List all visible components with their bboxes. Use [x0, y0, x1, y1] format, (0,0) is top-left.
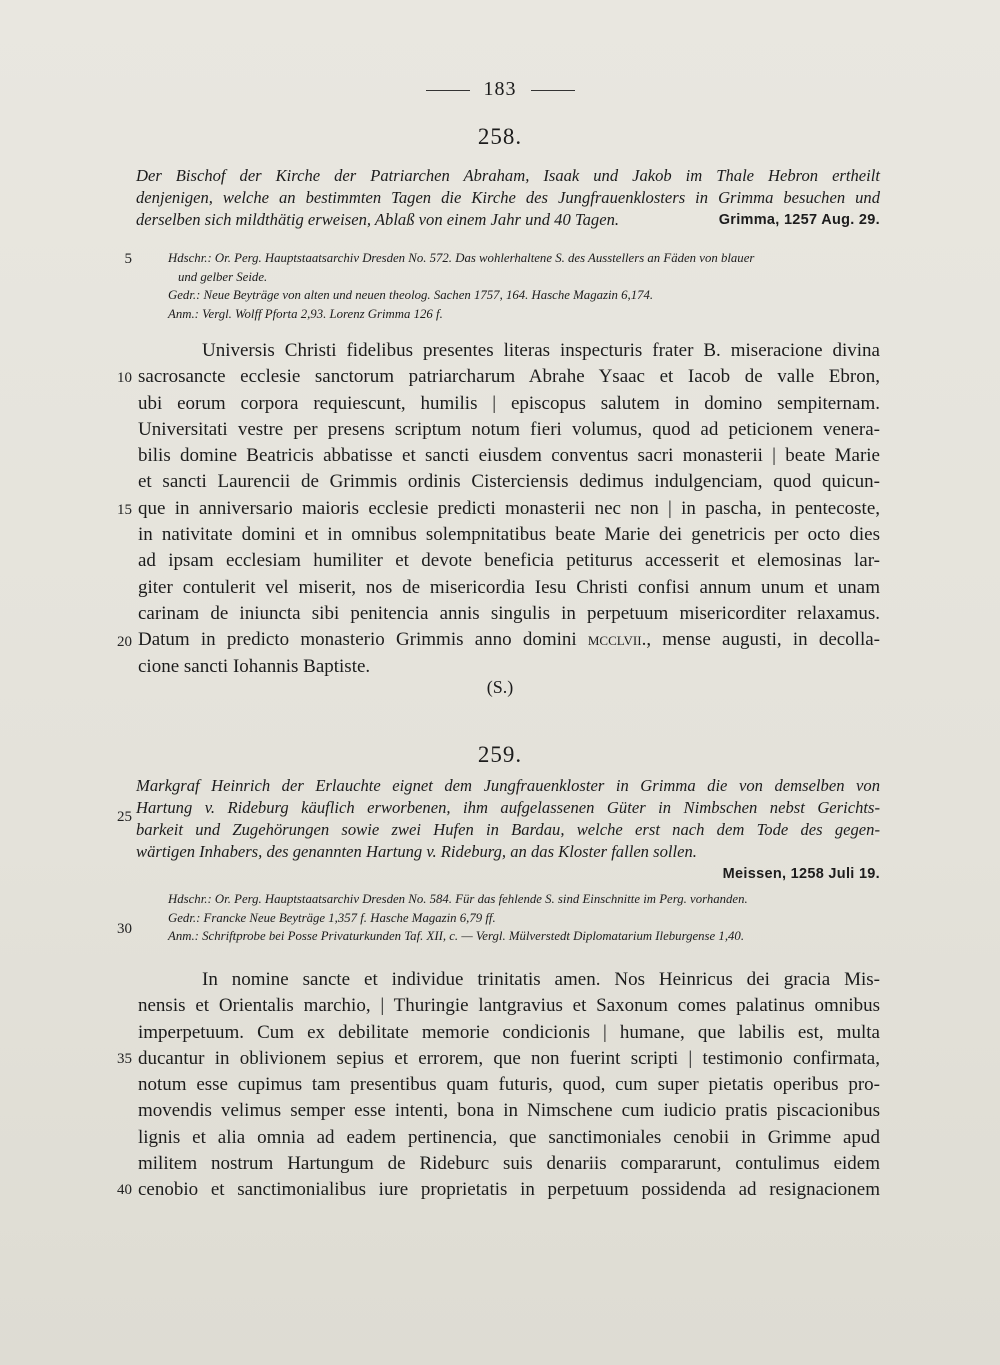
- roman-year: mcclvii.: [587, 629, 647, 651]
- page-number: 183: [0, 78, 1000, 101]
- notes: Hdschr.: Or. Perg. Hauptstaatsarchiv Dresden No. 572. Das wohlerhaltene S. des Ausstellers an Fäden von blauer und gelber Seide. Gedr.: Neue Beyträge von alten und neuen theolog. Sachen 1757, 164. Hasche Magazin 6,174. Anm.: Vergl. Wolff Pforta 2,93. Lorenz Grimma 126 f.: [168, 251, 755, 321]
- document-text: Universis Christi fidelibus presentes literas inspecturis frater B. miseracione divina sacrosancte ecclesie sanctorum patriarcharum Abrahe Ysaac et Iacob de valle Ebron, ubi eorum corpora requiescunt, humilis | episcopus salutem in domino sempiternam. Universitati vestre per presens scriptum notum fieri volumus, quod ad peticionem venera- bilis domine Beatricis abbatisse et sancti eiusdem conventus sacri monasterii | beate Marie et sancti Laurencii de Grimmis ordinis Cisterciensis dedimus indulgenciam, quod quicun- que in anniversario maioris ecclesie predicti monasterii nec non | in pascha, in pentecoste, in nativitate domini et in omnibus solempnitatibus beate Marie dei genetricis per octo dies ad ipsam ecclesiam humiliter et devote beneficia petiturus accesserit et elemosinas lar- giter contulerit vel miserit, nos de misericordia Iesu Christi confisi annum unum et unam carinam de iniuncta sibi penitencia annis singulis in perpetuum misericorditer relaxamus. Datum in predicto monasterio Grimmis anno domini mcclvii., mense augusti, in decolla- cione sancti Iohannis Baptiste.: [138, 340, 880, 677]
- rule-right: [531, 90, 575, 91]
- line-number: 30: [117, 921, 132, 937]
- line-number: 10: [117, 370, 132, 386]
- document-number: 258.: [477, 124, 523, 149]
- line-number: 25: [117, 809, 132, 825]
- rule-left: [426, 90, 470, 91]
- line-number: 40: [117, 1182, 132, 1198]
- document-text: In nomine sancte et individue trinitatis amen. Nos Heinricus dei gracia Mis- nensis et Orientalis marchio, | Thuringie lantgravius et Saxonum comes palatinus omnibus imperpetuum. Cum ex debilitate memorie condicionis | humane, que labilis est, multa ducantur in oblivionem sepius et errorem, que non fuerint scripti | testimonio confirmata, notum esse cupimus tam presentibus quam futuris, quod, cum super pietatis operibus pro- movendis velimus semper esse intenti, bona in Nimschene cum iudicio pratis piscacionibus lignis et alia omnia ad eadem pertinencia, que sanctimoniales cenobii in Grimme apud militem nostrum Hartungum de Rideburc suis denariis compararunt, contulimus eidem cenobio et sanctimonialibus iure proprietatis in perpetuum possidenda ad resignacionem: [138, 969, 880, 1201]
- notes: Hdschr.: Or. Perg. Hauptstaatsarchiv Dresden No. 584. Für das fehlende S. sind Einschnitte im Perg. vorhanden. Gedr.: Francke Neue Beyträge 1,357 f. Hasche Magazin 6,79 ff. Anm.: Schriftprobe bei Posse Privaturkunden Taf. XII, c. — Vergl. Mülverstedt Diplomatarium Ileburgense 1,40.: [168, 892, 748, 943]
- seal-mark: (S.): [486, 677, 514, 697]
- line-number: 20: [117, 634, 132, 650]
- regest: Der Bischof der Kirche der Patriarchen Abraham, Isaak und Jakob im Thale Hebron ertheilt denjenigen, welche an bestimmten Tagen die Kirche des Jungfrauenklosters in Grimma besuchen und derselben sich mildthätig erweisen, Ablaß von einem Jahr und 40 Tagen. Grimma, 1257 Aug. 29.: [136, 166, 880, 229]
- document-date: Meissen, 1258 Juli 19.: [722, 866, 880, 882]
- line-number: 5: [124, 251, 132, 267]
- regest: Markgraf Heinrich der Erlauchte eignet dem Jungfrauenkloster in Grimma die von demselben von Hartung v. Rideburg käuflich erworbenen, ihm aufgelassenen Güter in Nimbschen nebst Gerichts- barkeit und Zugehörungen sowie zwei Hufen in Bardau, welche erst nach dem Tode des gegen- wärtigen Inhabers, des genannten Hartung v. Rideburg, an das Kloster fallen sollen. Meissen, 1258 Juli 19.: [136, 775, 880, 885]
- line-number: 35: [117, 1051, 132, 1067]
- line-number: 15: [117, 502, 132, 518]
- document-date: Grimma, 1257 Aug. 29.: [718, 212, 880, 228]
- document-number: 259.: [477, 742, 523, 767]
